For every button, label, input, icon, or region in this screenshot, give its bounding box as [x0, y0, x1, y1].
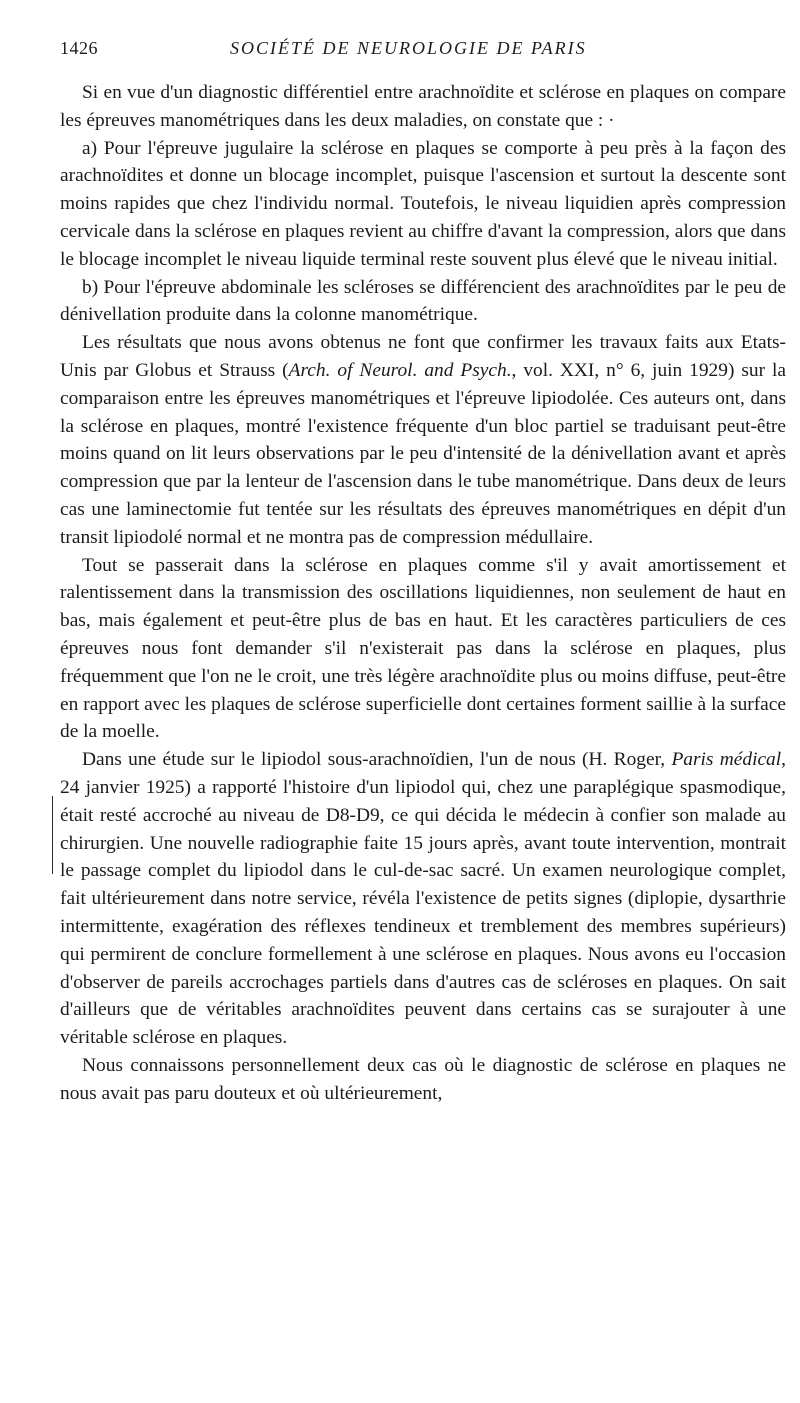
body-text: [60, 79, 786, 1107]
citation-journal: Arch. of Neurol. and Psych.: [288, 359, 512, 381]
margin-bracket-mark: [52, 796, 58, 874]
citation-journal: Paris médical: [671, 749, 782, 771]
paragraph-text: , 24 janvier 1925) a rapporté l'histoire d'un lipiodol qui, chez une paraplégique spasmodique, était resté accroché au niveau de D8-D9, ce qui décida le médecin à confier son malade au chirurgien. Une nouvelle radiographie faite 15 jours après, avant toute intervention, montrait le passage complet du lipiodol dans le cul-de-sac sacré. Un examen neurologique complet, fait ultérieurement dans notre service, révéla l'existence de petits signes (diplopie, dysarthrie intermittente, exagération des réflexes tendineux et tremblement des membres supérieurs) qui permirent de conclure formellement à une sclérose en plaques. Nous avons eu l'occasion d'observer de pareils accrochages partiels dans d'autres cas de scléroses en plaques. On sait d'ailleurs que de véritables arachnoïdites peuvent dans certains cas se surajouter à une véritable sclérose en plaques.: [60, 749, 787, 1049]
paragraph-hypothesis: Tout se passerait dans la sclérose en plaques comme s'il y avait amortissement et ralentissement dans la transmission des oscillations liquidiennes, non seulement de haut en bas, mais également et peut-être plus de bas en haut. Et les caractères particuliers de ces épreuves nous font demander s'il n'existerait pas dans la sclérose en plaques, plus fréquemment que l'on ne le croit, une très légère arachnoïdite plus ou moins diffuse, peut-être en rapport avec les plaques de sclérose superficielle dont certaines forment saillie à la surface de la moelle.: [60, 554, 786, 743]
paragraph-us-results: [60, 329, 786, 551]
running-head: [60, 36, 786, 60]
paragraph-jugular-test: a) Pour l'épreuve jugulaire la sclérose en plaques se comporte à peu près à la façon des arachnoïdites et donne un blocage incomplet, puisque l'ascension et surtout la descente sont moins rapides que chez l'individu normal. Toutefois, le niveau liquidien après compression cervicale dans la sclérose en plaques revient au chiffre d'avant la compression, alors que dans le blocage incomplet le niveau liquide terminal reste souvent plus élevé que le niveau initial.: [60, 137, 786, 270]
page-number: 1426: [60, 38, 98, 58]
paragraph-abdominal-test: b) Pour l'épreuve abdominale les scléroses se différencient des arachnoïdites par le peu de dénivellation produite dans la colonne manométrique.: [60, 276, 786, 326]
journal-title: SOCIÉTÉ DE NEUROLOGIE DE PARIS: [230, 38, 587, 58]
paragraph-intro: Si en vue d'un diagnostic différentiel entre arachnoïdite et sclérose en plaques on compare les épreuves manométriques dans les deux maladies, on constate que : ·: [60, 82, 786, 131]
paragraph-case-study: [60, 746, 786, 1052]
paragraph-text: Les résultats que nous avons obtenus ne font que confirmer les travaux faits aux Etats-Unis par Globus et Strauss (: [60, 332, 786, 381]
paragraph-personal-cases: Nous connaissons personnellement deux cas où le diagnostic de sclérose en plaques ne nous avait pas paru douteux et où ultérieurement,: [60, 1054, 786, 1104]
paragraph-text: , vol. XXI, n° 6, juin 1929) sur la comparaison entre les épreuves manométriques et l'épreuve lipiodolée. Ces auteurs ont, dans la sclérose en plaques, montré l'existence fréquente d'un bloc partiel se traduisant peut-être moins quand on lit leurs observations par le peu d'intensité de la dénivellation avant et après compression que par la lenteur de l'ascension dans le tube manométrique. Dans deux de leurs cas une laminectomie fut tentée sur les résultats des épreuves manométriques en dépit d'un transit lipiodolé normal et ne montra pas de compression médullaire.: [60, 359, 786, 548]
paragraph-text: Dans une étude sur le lipiodol sous-arachnoïdien, l'un de nous (H. Roger,: [82, 749, 672, 771]
